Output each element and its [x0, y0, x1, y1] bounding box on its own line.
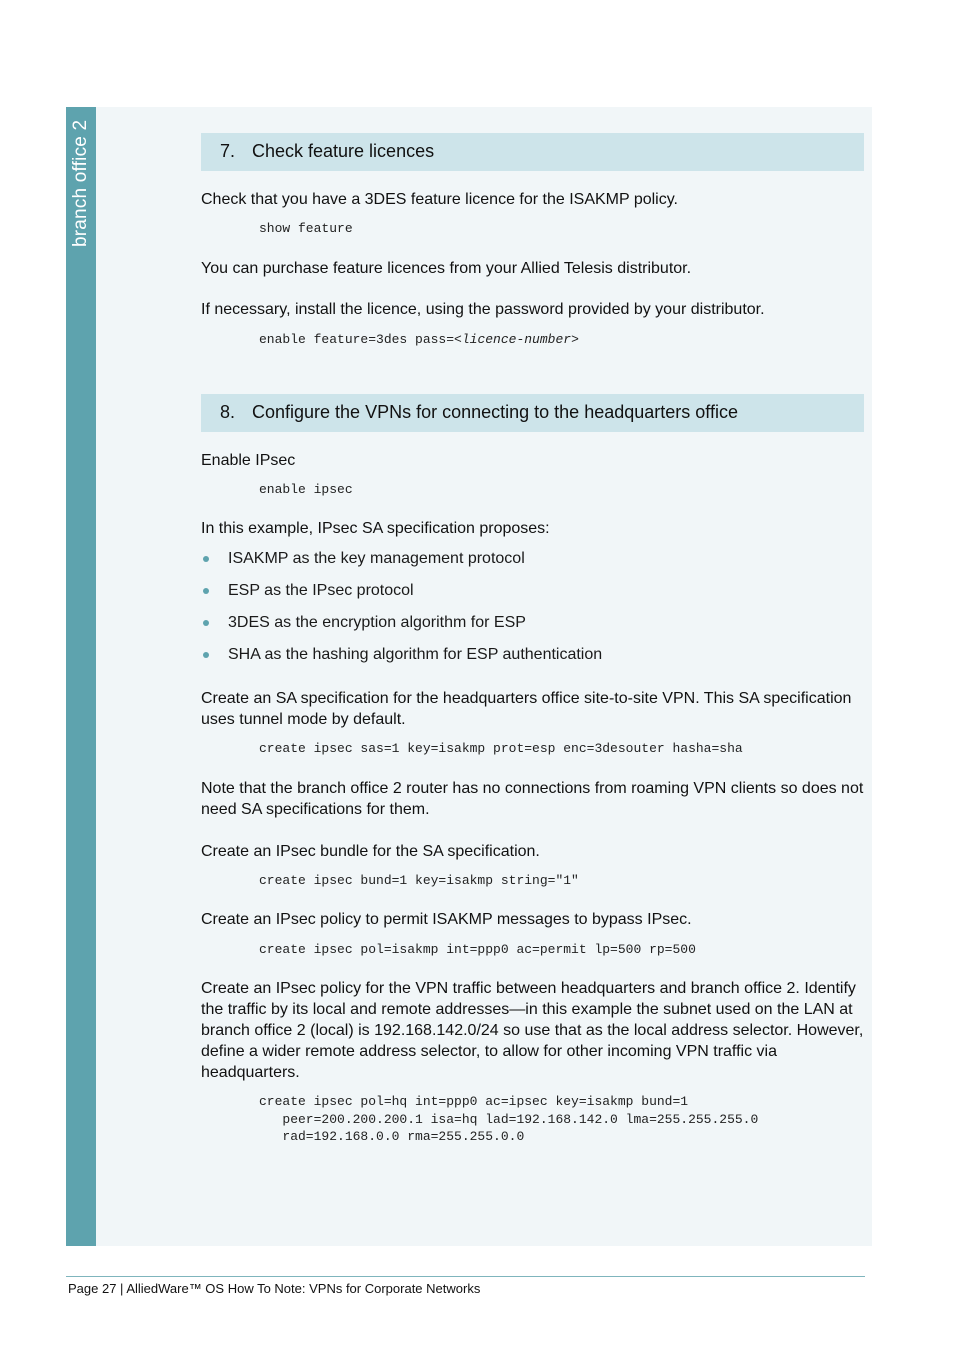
- sa-proposal-list: [201, 548, 864, 676]
- list-item: [201, 612, 864, 644]
- paragraph-sa-spec: Create an SA specification for the headquarters office site-to-site VPN. This SA specification uses tunnel mode by default.: [201, 690, 852, 728]
- code-enable-ipsec: enable ipsec: [259, 482, 353, 497]
- code-licence-number-placeholder: licence-number: [461, 332, 572, 347]
- footer-divider: [66, 1276, 865, 1277]
- bullet-icon: [203, 620, 209, 626]
- code-create-bundle: create ipsec bund=1 key=isakmp string="1": [259, 873, 579, 888]
- sidebar-label-text: branch office 2: [70, 119, 91, 247]
- code-enable-feature: [259, 331, 859, 349]
- paragraph-policy-isakmp: Create an IPsec policy to permit ISAKMP messages to bypass IPsec.: [201, 911, 692, 928]
- list-item-text: ISAKMP as the key management protocol: [228, 550, 525, 567]
- section-7-number: 7.: [220, 141, 236, 161]
- code-create-policy-hq-line-1: create ipsec pol=hq int=ppp0 ac=ipsec key=isakmp bund=1: [259, 1094, 689, 1109]
- paragraph-install-licence: If necessary, install the licence, using the password provided by your distributor.: [201, 301, 765, 318]
- list-item: [201, 580, 864, 612]
- code-create-policy-hq-line-3: rad=192.168.0.0 rma=255.255.0.0: [259, 1129, 525, 1144]
- paragraph-example: In this example, IPsec SA specification proposes:: [201, 520, 550, 537]
- code-create-policy-hq-line-2: peer=200.200.200.1 isa=hq lad=192.168.142.0 lma=255.255.255.0: [259, 1112, 759, 1127]
- list-item-text: ESP as the IPsec protocol: [228, 582, 414, 599]
- page-footer: Page 27 | AlliedWare™ OS How To Note: VPNs for Corporate Networks: [68, 1281, 481, 1296]
- section-8-title: Configure the VPNs for connecting to the headquarters office: [252, 402, 738, 422]
- list-item-text: 3DES as the encryption algorithm for ESP: [228, 614, 526, 631]
- code-enable-feature-suffix: >: [571, 332, 579, 347]
- paragraph-note: Note that the branch office 2 router has no connections from roaming VPN clients so does not need SA specifications for them.: [201, 780, 864, 818]
- code-enable-feature-prefix: enable feature=3des pass=<: [259, 332, 462, 347]
- paragraph-enable-ipsec: Enable IPsec: [201, 452, 296, 469]
- section-8-number: 8.: [220, 402, 236, 422]
- list-item: [201, 548, 864, 580]
- section-8-heading: [201, 394, 864, 432]
- code-create-sas: create ipsec sas=1 key=isakmp prot=esp enc=3desouter hasha=sha: [259, 741, 743, 756]
- bullet-icon: [203, 556, 209, 562]
- paragraph-check-licence: Check that you have a 3DES feature licence for the ISAKMP policy.: [201, 191, 678, 208]
- paragraph-purchase-licence: You can purchase feature licences from your Allied Telesis distributor.: [201, 260, 692, 277]
- paragraph-policy-hq: Create an IPsec policy for the VPN traffic between headquarters and branch office 2. Identify the traffic by its local and remote addresses—in this example the subnet used on the LAN at branch office 2 (local) is 192.168.142.0/24 so use that as the local address selector. However, define a wider remote address selector, to allow for other incoming VPN traffic via headquarters.: [201, 980, 864, 1081]
- paragraph-bundle: Create an IPsec bundle for the SA specification.: [201, 843, 540, 860]
- bullet-icon: [203, 588, 209, 594]
- sidebar-label: [66, 107, 96, 257]
- code-show-feature: show feature: [259, 221, 353, 236]
- list-item: [201, 644, 864, 676]
- section-7-title: Check feature licences: [252, 141, 435, 161]
- list-item-text: SHA as the hashing algorithm for ESP authentication: [228, 646, 603, 663]
- section-7-heading: [201, 133, 864, 171]
- sidebar-band: [66, 107, 96, 1246]
- bullet-icon: [203, 652, 209, 658]
- code-create-policy-isakmp: create ipsec pol=isakmp int=ppp0 ac=permit lp=500 rp=500: [259, 942, 696, 957]
